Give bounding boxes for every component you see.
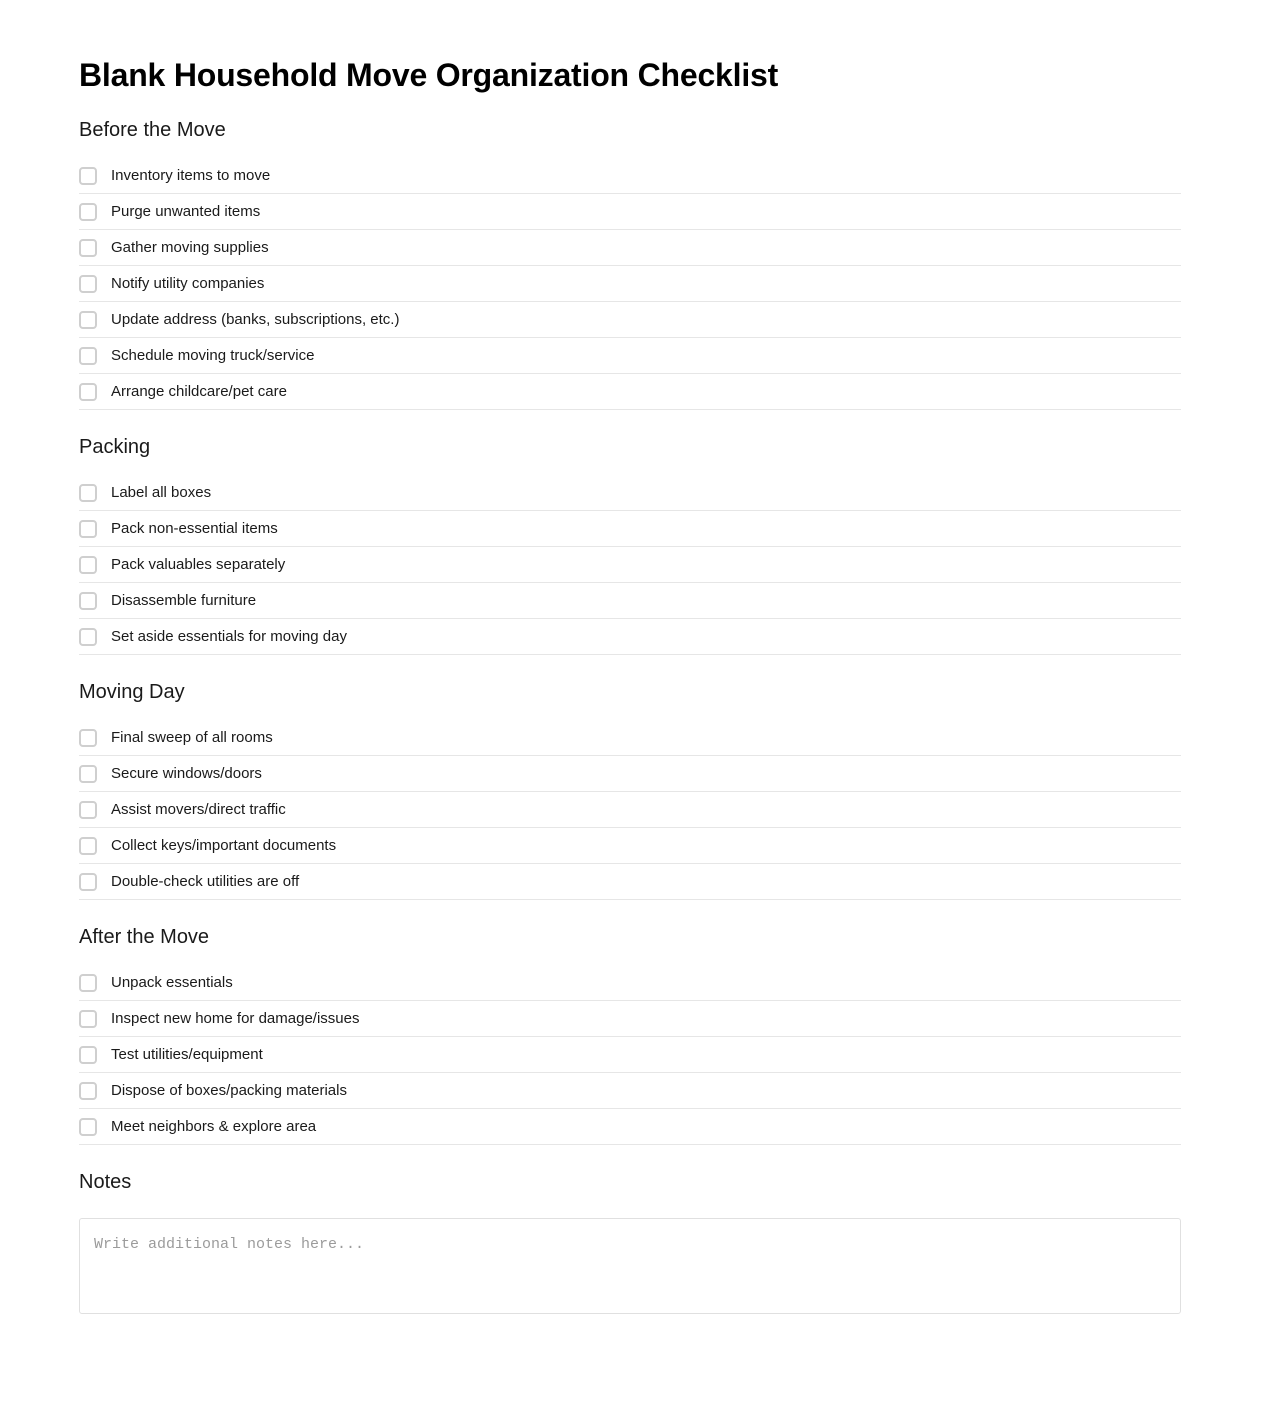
checklist-row[interactable]	[79, 792, 1181, 828]
checkbox-icon[interactable]	[79, 347, 97, 365]
checklist-item-label: Collect keys/important documents	[111, 836, 337, 854]
checklist-item-label: Notify utility companies	[111, 274, 265, 292]
checklist-item-label: Gather moving supplies	[111, 238, 269, 256]
checklist-items	[79, 965, 1181, 1145]
checkbox-icon[interactable]	[79, 484, 97, 502]
checklist-row[interactable]	[79, 756, 1181, 792]
sections-container	[79, 118, 1181, 1145]
checkbox-icon[interactable]	[79, 383, 97, 401]
checklist-section	[79, 925, 1181, 1145]
checklist-row[interactable]	[79, 266, 1181, 302]
checklist-row[interactable]	[79, 1001, 1181, 1037]
checklist-row[interactable]	[79, 1073, 1181, 1109]
notes-textarea[interactable]	[79, 1218, 1181, 1314]
checklist-row[interactable]	[79, 1109, 1181, 1145]
checklist-row[interactable]	[79, 583, 1181, 619]
checklist-item-label: Update address (banks, subscriptions, etc.)	[111, 310, 400, 328]
checkbox-icon[interactable]	[79, 311, 97, 329]
checklist-row[interactable]	[79, 374, 1181, 410]
checklist-row[interactable]	[79, 965, 1181, 1001]
checklist-item-label: Inventory items to move	[111, 166, 271, 184]
checklist-row[interactable]	[79, 1037, 1181, 1073]
checklist-row[interactable]	[79, 511, 1181, 547]
checklist-item-label: Double-check utilities are off	[111, 872, 300, 890]
checkbox-icon[interactable]	[79, 837, 97, 855]
checkbox-icon[interactable]	[79, 275, 97, 293]
checklist-row[interactable]	[79, 475, 1181, 511]
checklist-row[interactable]	[79, 619, 1181, 655]
checklist-item-label: Unpack essentials	[111, 973, 233, 991]
checkbox-icon[interactable]	[79, 1010, 97, 1028]
checklist-item-label: Secure windows/doors	[111, 764, 262, 782]
section-heading: After the Move	[79, 926, 210, 948]
checklist-section	[79, 118, 1181, 410]
checklist-row[interactable]	[79, 230, 1181, 266]
page-title: Blank Household Move Organization Checklist	[79, 57, 779, 93]
checklist-section	[79, 435, 1181, 655]
checklist-item-label: Assist movers/direct traffic	[111, 800, 286, 818]
checkbox-icon[interactable]	[79, 974, 97, 992]
section-heading: Before the Move	[79, 119, 226, 141]
checkbox-icon[interactable]	[79, 1046, 97, 1064]
checklist-item-label: Pack valuables separately	[111, 555, 286, 573]
checkbox-icon[interactable]	[79, 628, 97, 646]
checkbox-icon[interactable]	[79, 520, 97, 538]
checklist-item-label: Final sweep of all rooms	[111, 728, 273, 746]
checklist-row[interactable]	[79, 720, 1181, 756]
checkbox-icon[interactable]	[79, 203, 97, 221]
checklist-item-label: Schedule moving truck/service	[111, 346, 315, 364]
checklist-row[interactable]	[79, 158, 1181, 194]
checklist-section	[79, 680, 1181, 900]
checklist-item-label: Dispose of boxes/packing materials	[111, 1081, 347, 1099]
checklist-item-label: Inspect new home for damage/issues	[111, 1009, 360, 1027]
notes-section	[79, 1170, 1181, 1314]
checkbox-icon[interactable]	[79, 873, 97, 891]
checkbox-icon[interactable]	[79, 592, 97, 610]
checkbox-icon[interactable]	[79, 556, 97, 574]
checklist-item-label: Purge unwanted items	[111, 202, 261, 220]
checklist-item-label: Set aside essentials for moving day	[111, 627, 347, 645]
checkbox-icon[interactable]	[79, 239, 97, 257]
checklist-items	[79, 158, 1181, 410]
checkbox-icon[interactable]	[79, 801, 97, 819]
checkbox-icon[interactable]	[79, 765, 97, 783]
checklist-row[interactable]	[79, 864, 1181, 900]
section-heading: Packing	[79, 436, 151, 458]
checkbox-icon[interactable]	[79, 1082, 97, 1100]
checklist-items	[79, 475, 1181, 655]
checklist-row[interactable]	[79, 194, 1181, 230]
checklist-item-label: Arrange childcare/pet care	[111, 382, 287, 400]
checklist-row[interactable]	[79, 547, 1181, 583]
checklist-item-label: Test utilities/equipment	[111, 1045, 263, 1063]
section-heading: Moving Day	[79, 681, 185, 703]
checkbox-icon[interactable]	[79, 729, 97, 747]
checkbox-icon[interactable]	[79, 1118, 97, 1136]
checklist-item-label: Label all boxes	[111, 483, 212, 501]
checklist-row[interactable]	[79, 338, 1181, 374]
checklist-item-label: Pack non-essential items	[111, 519, 278, 537]
checklist-items	[79, 720, 1181, 900]
checklist-row[interactable]	[79, 828, 1181, 864]
notes-heading: Notes	[79, 1171, 132, 1193]
checklist-content	[79, 118, 1181, 1314]
checklist-item-label: Meet neighbors & explore area	[111, 1117, 317, 1135]
checklist-row[interactable]	[79, 302, 1181, 338]
checkbox-icon[interactable]	[79, 167, 97, 185]
checklist-item-label: Disassemble furniture	[111, 591, 257, 609]
